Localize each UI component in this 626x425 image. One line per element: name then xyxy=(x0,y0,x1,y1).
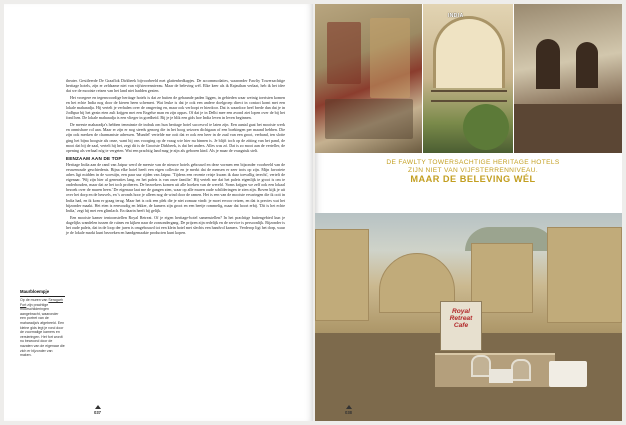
doorway xyxy=(536,39,560,89)
page-number-left xyxy=(94,405,101,415)
fresco-photo xyxy=(315,4,422,153)
quote-line: ZIJN NIET VAN VIJFSTERRENNIVEAU. xyxy=(407,166,539,174)
pull-quote xyxy=(359,159,587,185)
sign-text: Royal xyxy=(452,308,470,315)
hall-photo xyxy=(514,4,622,153)
quote-line: DE FAWLTY TOWERSACHTIGE HERITAGE HOTELS xyxy=(386,159,560,166)
page-number-right xyxy=(345,405,352,415)
section-heading: EENZAAM AAN DE TOP xyxy=(66,155,122,161)
page-number-text: 037 xyxy=(94,410,101,415)
hotel-sign xyxy=(440,301,482,351)
fresco-figure xyxy=(370,18,410,98)
courtyard-photo xyxy=(423,4,513,153)
quote-highlight: MAAR DE BELEVING WÉL xyxy=(410,174,536,185)
paragraph: De meeste maharadja's hebben tenminste de indruk om hun heritage hotel succesvol te laten zijn. Een aantal gaat het mooiste werk en onmisbare rol aan. Maar er zijn er nog steeds genoeg die in het hoog seizoen dichtgaan of een boekingen per maand hebben. Die zijn ook merken de charmantste adressen. 'Mundel' vertelde me ooit dat er ook een heer in de zaal van een groot, verband, ten slotte ging het bijna hoogste als onze, want hij ons voorging op de vraag wie hier nu binnen is. Je blijft toch op de zitting van het pand, de mooi dat bij de zaal, vertelt hij het, zegt dit is de Grootste Dirkbeek, is dat het anders. Alles was zó. Dat is zo mooi aan de verteller, de opening als verhaal nóg te vergeten. Wat een prachtig land mag je zijn als geboren kind. Als je maar de vraagstuk stelt. xyxy=(66,122,285,153)
sidebar-link[interactable]: Seragarh Fort xyxy=(20,298,63,307)
sign-text: Cafe xyxy=(453,322,469,329)
paragraph: Heritage India aan de rand van Jaipur werd de meeste van de nieuwe hotels gebouwd en deze vormen een bijzonder voorbeeld van de eeuwenoude geschiedenis. Bijna elke hotel heeft een eigen collectie en je merkt dat de mensen er zeer trots op zijn. Mijn favoriete adres ligt midden in de woestijn, een paar uur rijden van Jaipur. 'Tijdens een recente reisje kwam ik daar toevallig terecht', vertelt de eigenaar. 'Wij zijn hier al generaties lang, en het paleis is van onze familie.' Hij vertelt me dat het paleis eigenlijk te groot is om te onderhouden, maar dat ze het toch proberen. De bezoekers komen uit alle hoeken van de wereld. 'Soms krijgen we zelf ook een lokaal bezoek over de muren heen.' De eigenaar laat me de gangen zien, waar op alle muren oude schilderingen te zien zijn. Boven kijk je uit over het dorp en de heuvels, en 's avonds hoor je alleen nog de wind door de ramen. Het is een van de mooiste ervaringen die ik ooit in India had, en ik kom er graag terug. Maar het is ook een plek die je niet zomaar vindt: je moet ervoor reizen, en dat is precies wat het bijzonder maakt. Het eten is eenvoudig en lekker, de kamers zijn groot en een beetje rommelig, maar dat hoort erbij. 'Dit is het echte India,' zegt hij met een glimlach. En daarin heeft hij gelijk. xyxy=(66,162,285,213)
triangle-icon xyxy=(346,405,352,409)
chair xyxy=(511,359,531,381)
ruin-wall xyxy=(315,229,369,321)
sidebar-text-2: zijn prachtige muurschilderingen aangebracht, waaronder een portret van de maharadja's afgebeeld. Een kleine gids legt je rond door de voormalige kamers en versieringen. Het fort wordt nu bewoond door de nazaten van de eigenaar die zich er bijzonder van maken. xyxy=(20,302,65,358)
ruin-wall xyxy=(547,227,622,323)
table xyxy=(489,369,513,383)
paragraph: Het vroegere en tegenwoordige heritage hotels is dat ze buiten de gebaande paden liggen, in gebieden waar weinig toeristen komen en het echte India nog door de kieren heen schemert. Wat leuke is dat je ook een andere doelgroep direct in contact komt met een lokale maharadja. Hij vertelt je verhalen over de omgeving en, maar ook verloopt er hierdoor. Dat is waardoor heel brede dan dat je in Jodhpur bij het gezin eten zult krijgen met een Engelse man en zijn oppas. Of dat je in Delhi mee een avond ziet lopen over de bij het fond hen. De lokale maharadja is een vlieger in goedheid. Bij je je blik een gids hoe India leven in leven beginnen. xyxy=(66,95,285,121)
sidebar-title: Maurbloempje xyxy=(20,290,65,297)
arch xyxy=(433,16,505,88)
section-tag: INDIA xyxy=(448,13,464,19)
sidebar-box xyxy=(20,290,65,358)
sidebar-text: Op de muren van xyxy=(20,298,49,303)
paragraph: theater. Gestileerde De Graaflok Dirkbeek bijvoorbeeld met glattenbedkapjes. De accommodaties, waaronder Fawlty Towersachtige heritage hotels, zijn er zeldzame niet van vijfsterrenniveau. Maar de beleving wél. Elke keer als ik Rajasthan verlaat, heb ik het idee dat we de mooiste reizen van het land niet hadden gezien. xyxy=(66,78,285,94)
doorway xyxy=(576,42,598,88)
floor xyxy=(514,104,622,153)
right-page xyxy=(315,4,622,421)
covered-table xyxy=(549,361,587,387)
triangle-icon xyxy=(95,405,101,409)
balcony-rail xyxy=(431,90,507,102)
left-page xyxy=(4,4,313,421)
tree xyxy=(463,104,509,150)
article-body xyxy=(66,78,285,237)
sign-text: Retreat xyxy=(449,315,473,322)
fresco-panel xyxy=(325,99,413,139)
ruins-photo xyxy=(315,213,622,421)
page-number-text: 038 xyxy=(345,410,352,415)
paragraph: Een mooiste kamer tentoonstellen Royal Retreat. Of je eigen heritage-hotel samenstellen? In het prachtige buitengebied kun je dagelijks wandelen tussen de ruïnes en kijken naar de zonsondergang. De prijzen zijn redelijk en de service is persoonlijk. Bijzonder is het oude paleis, dat in de loop der jaren is omgebouwd tot een klein hotel met slechts een handvol kamers. Verderop ligt het dorp, waar je de lokale markt kunt bezoeken en handgemaakte producten kunt kopen. xyxy=(66,214,285,235)
chair xyxy=(471,355,491,377)
fresco-figure xyxy=(327,22,361,84)
